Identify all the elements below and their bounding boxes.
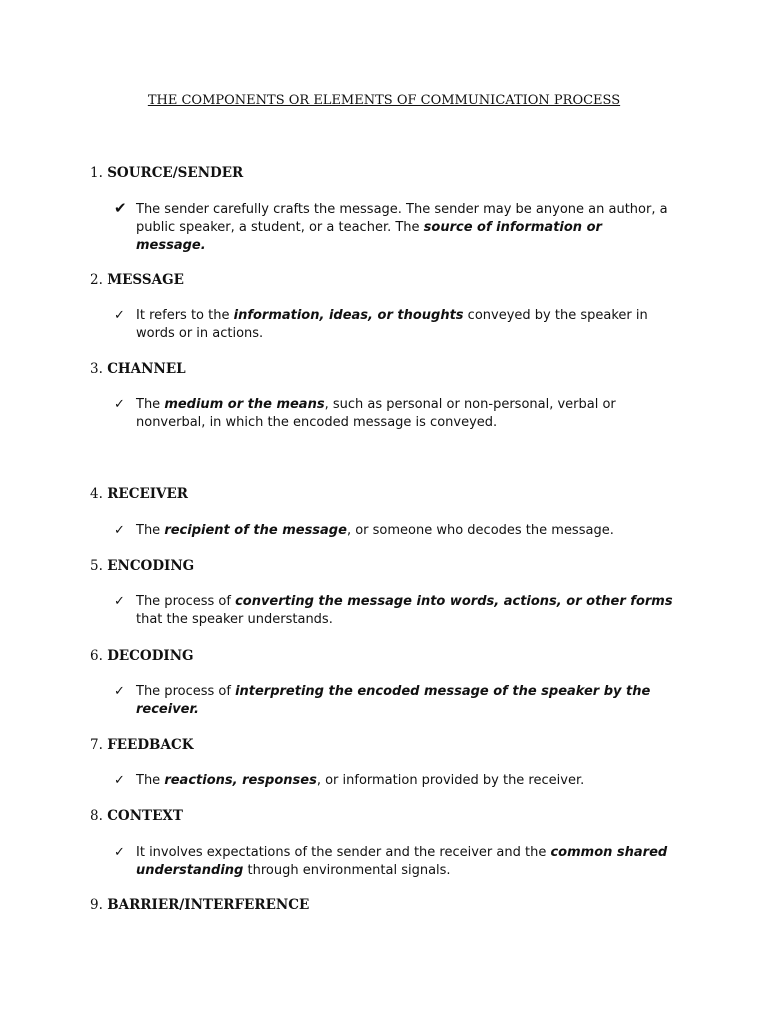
checkmark-icon: ✓ <box>114 523 125 538</box>
checkmark-icon: ✓ <box>114 397 125 412</box>
section-heading-feedback <box>90 737 193 753</box>
checkmark-icon: ✓ <box>114 308 125 323</box>
section-title: FEEDBACK <box>107 737 194 753</box>
section-title: SOURCE/SENDER <box>107 165 244 181</box>
section-number: 3. <box>90 361 103 377</box>
bullet-text: The reactions, responses, or information provided by the receiver. <box>136 773 585 788</box>
section-title: BARRIER/INTERFERENCE <box>107 897 310 913</box>
section-heading-context <box>90 808 183 824</box>
section-bullet-decoding <box>114 683 674 719</box>
section-bullet-message <box>114 307 674 343</box>
section-title: CONTEXT <box>107 808 183 824</box>
bullet-text: It refers to the information, ideas, or thoughts conveyed by the speaker in words or in actions. <box>136 308 648 341</box>
section-heading-decoding <box>90 648 194 664</box>
checkmark-icon: ✓ <box>114 845 125 860</box>
section-heading-message <box>90 272 184 288</box>
bullet-text: The sender carefully crafts the message. The sender may be anyone an author, a public speaker, a student, or a teacher. The source of information or message. <box>136 202 668 253</box>
section-number: 7. <box>90 737 103 753</box>
section-number: 6. <box>90 648 103 664</box>
checkmark-icon: ✓ <box>114 594 125 609</box>
bullet-text: The recipient of the message, or someone who decodes the message. <box>136 523 614 538</box>
section-bullet-receiver <box>114 522 674 540</box>
section-number: 5. <box>90 558 103 574</box>
section-title: CHANNEL <box>107 361 186 377</box>
section-heading-channel <box>90 361 186 377</box>
document-title: THE COMPONENTS OR ELEMENTS OF COMMUNICATION PROCESS <box>147 93 621 108</box>
section-title: DECODING <box>107 648 194 664</box>
section-number: 1. <box>90 165 103 181</box>
bullet-text: It involves expectations of the sender and the receiver and the common shared understanding through environmental signals. <box>136 845 668 878</box>
section-number: 8. <box>90 808 103 824</box>
bullet-text: The medium or the means, such as personal or non-personal, verbal or nonverbal, in which the encoded message is conveyed. <box>136 397 616 430</box>
section-title: RECEIVER <box>107 486 189 502</box>
section-bullet-encoding <box>114 593 674 629</box>
section-bullet-channel <box>114 396 674 432</box>
section-heading-barrier-interference <box>90 897 309 913</box>
section-heading-encoding <box>90 558 194 574</box>
section-heading-source-sender <box>90 165 243 181</box>
checkmark-icon: ✓ <box>114 684 125 699</box>
section-title: MESSAGE <box>107 272 184 288</box>
checkmark-icon: ✔ <box>114 199 127 217</box>
section-bullet-context <box>114 844 674 880</box>
section-title: ENCODING <box>107 558 195 574</box>
section-number: 9. <box>90 897 103 913</box>
bullet-text: The process of converting the message into words, actions, or other forms that the speaker understands. <box>136 594 673 627</box>
section-number: 2. <box>90 272 103 288</box>
checkmark-icon: ✓ <box>114 773 125 788</box>
bullet-text: The process of interpreting the encoded message of the speaker by the receiver. <box>136 684 651 717</box>
section-bullet-feedback <box>114 772 674 790</box>
section-number: 4. <box>90 486 103 502</box>
section-heading-receiver <box>90 486 188 502</box>
section-bullet-source-sender <box>114 201 674 255</box>
